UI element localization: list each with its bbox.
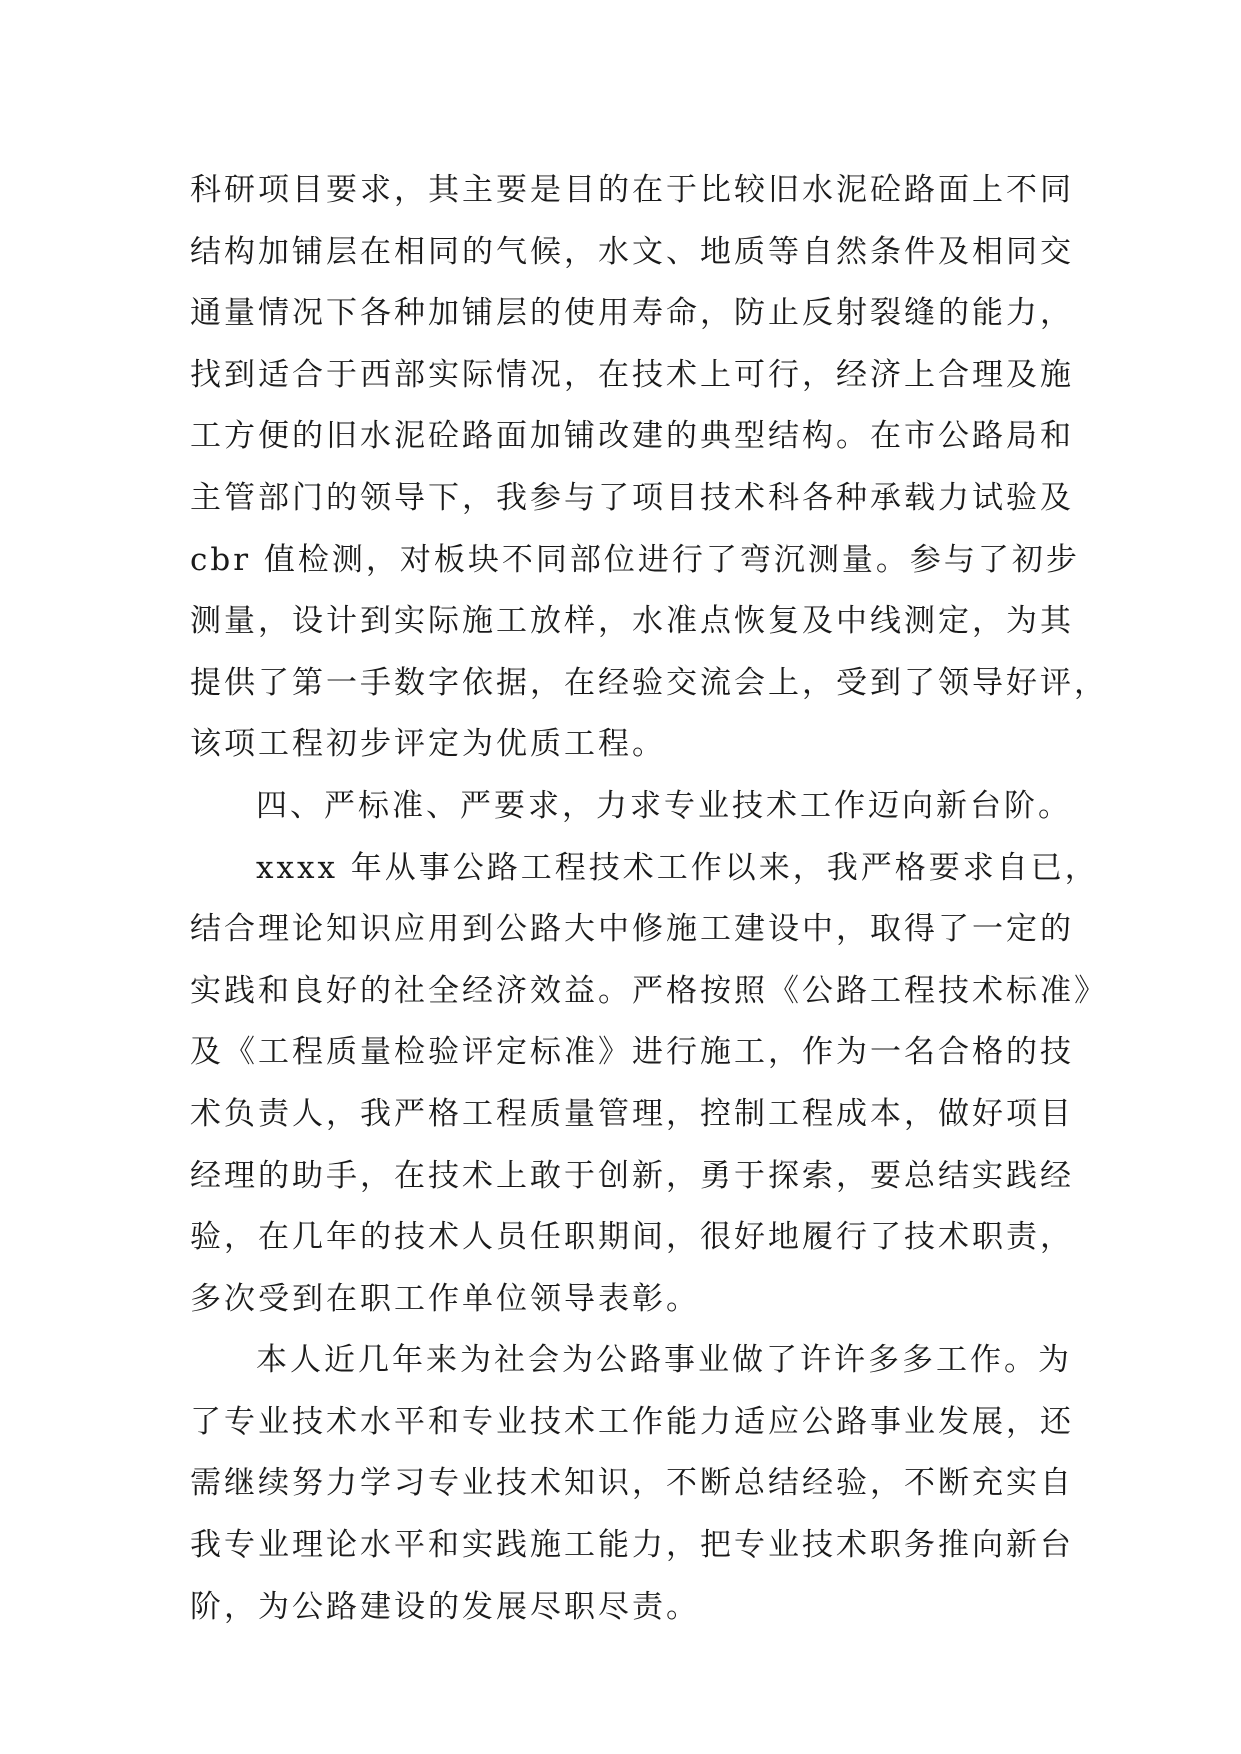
text-line: 该项工程初步评定为优质工程。 (190, 726, 666, 763)
text-line: 及《工程质量检验评定标准》进行施工，作为一名合格的技 (190, 1034, 1074, 1071)
text-line: 科研项目要求，其主要是目的在于比较旧水泥砼路面上不同 (190, 172, 1074, 208)
text-line: 验，在几年的技术人员任职期间，很好地履行了技术职责， (190, 1219, 1074, 1256)
text-line: 结构加铺层在相同的气候，水文、地质等自然条件及相同交 (190, 233, 1074, 270)
text-line: 了专业技术水平和专业技术工作能力适应公路事业发展，还 (190, 1403, 1074, 1440)
paragraph-first-line: xxxx 年从事公路工程技术工作以来，我严格要求自已， (256, 849, 1099, 886)
text-line: 术负责人，我严格工程质量管理，控制工程成本，做好项目 (190, 1095, 1074, 1132)
paragraph-first-line: 本人近几年来为社会为公路事业做了许许多多工作。为 (256, 1342, 1072, 1379)
text-line: 提供了第一手数字依据，在经验交流会上，受到了领导好评， (190, 664, 1108, 701)
section-heading: 四、严标准、严要求，力求专业技术工作迈向新台阶。 (256, 787, 1072, 824)
text-line: 阶，为公路建设的发展尽职尽责。 (190, 1588, 700, 1625)
text-line: 找到适合于西部实际情况，在技术上可行，经济上合理及施 (190, 356, 1074, 393)
text-line: 需继续努力学习专业技术知识，不断总结经验，不断充实自 (190, 1465, 1074, 1502)
text-line: 工方便的旧水泥砼路面加铺改建的典型结构。在市公路局和 (190, 418, 1074, 455)
text-line: 多次受到在职工作单位领导表彰。 (190, 1280, 700, 1317)
text-line: 主管部门的领导下，我参与了项目技术科各种承载力试验及 (190, 479, 1074, 516)
text-line: 通量情况下各种加铺层的使用寿命，防止反射裂缝的能力， (190, 295, 1074, 332)
text-line: 结合理论知识应用到公路大中修施工建设中，取得了一定的 (190, 911, 1074, 948)
text-line: 实践和良好的社全经济效益。严格按照《公路工程技术标准》 (190, 972, 1108, 1009)
document-body (190, 160, 1108, 1638)
text-line: 经理的助手，在技术上敢于创新，勇于探索，要总结实践经 (190, 1157, 1074, 1194)
text-line: 测量，设计到实际施工放样，水准点恢复及中线测定，为其 (190, 603, 1074, 640)
text-line: cbr 值检测，对板块不同部位进行了弯沉测量。参与了初步 (190, 541, 1080, 578)
text-line: 我专业理论水平和实践施工能力，把专业技术职务推向新台 (190, 1527, 1074, 1564)
